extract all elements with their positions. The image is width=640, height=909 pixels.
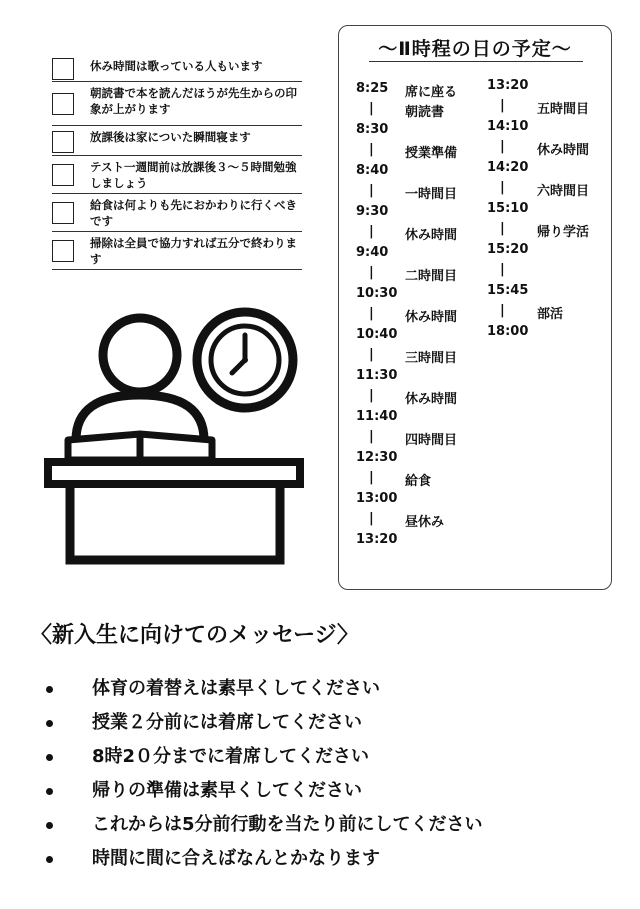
message-text: 帰りの準備は素早くしてください [92, 780, 362, 801]
message-item [46, 675, 483, 709]
checklist-item-text: 休み時間は歌っている人もいます [90, 59, 263, 73]
bullet-icon [46, 788, 53, 795]
schedule-activity: 休み時間 [537, 143, 590, 158]
checklist-item-text: 給食は何よりも先におかわりに行くべきです [90, 198, 297, 228]
message-list [46, 675, 483, 879]
timeline-separator: | [369, 101, 374, 116]
schedule-time: 8:40 [356, 163, 389, 178]
checklist-item-text: 掃除は全員で協力すれば五分で終わります [90, 236, 297, 266]
message-item [46, 777, 483, 811]
timeline-separator: | [369, 511, 374, 526]
timeline-separator: | [500, 221, 505, 236]
schedule-time: 13:20 [356, 532, 398, 547]
timeline-separator: | [369, 388, 374, 403]
schedule-panel [338, 25, 612, 590]
schedule-time: 18:00 [487, 324, 529, 339]
timeline-separator: | [500, 98, 505, 113]
schedule-activity: 休み時間 [405, 228, 458, 243]
timeline-separator: | [369, 142, 374, 157]
schedule-time: 14:20 [487, 160, 529, 175]
bullet-icon [46, 856, 53, 863]
schedule-activity: 給食 [405, 474, 432, 489]
timeline-separator: | [500, 262, 505, 277]
message-title: 〈新入生に向けてのメッセージ〉 [30, 623, 359, 648]
bullet-icon [46, 822, 53, 829]
schedule-time: 11:30 [356, 368, 398, 383]
schedule-activity: 三時間目 [405, 351, 458, 366]
bullet-icon [46, 754, 53, 761]
checkbox[interactable] [52, 164, 74, 186]
timeline-separator: | [369, 429, 374, 444]
checkbox[interactable] [52, 202, 74, 224]
schedule-activity: 休み時間 [405, 392, 458, 407]
checklist-item-text: 朝読書で本を読んだほうが先生からの印象が上がります [90, 86, 297, 116]
message-text: 8時2０分までに着席してください [92, 746, 370, 767]
checklist-item [52, 55, 302, 82]
timeline-separator: | [500, 180, 505, 195]
schedule-activity: 二時間目 [405, 269, 458, 284]
bullet-icon [46, 720, 53, 727]
bullet-icon [46, 686, 53, 693]
schedule-time: 10:30 [356, 286, 398, 301]
checkbox[interactable] [52, 93, 74, 115]
clock-icon [190, 305, 300, 415]
timeline-separator: | [369, 347, 374, 362]
schedule-activity: 四時間目 [405, 433, 458, 448]
message-text: 時間に間に合えばなんとかなります [92, 848, 380, 869]
message-text: 体育の着替えは素早くしてください [92, 678, 380, 699]
schedule-time: 9:30 [356, 204, 389, 219]
message-text: 授業２分前には着席してください [92, 712, 362, 733]
checklist-item-text: テスト一週間前は放課後３～５時間勉強しましょう [90, 160, 297, 190]
checklist-item [52, 126, 302, 156]
timeline-separator: | [500, 139, 505, 154]
tips-checklist [52, 55, 302, 270]
timeline-separator: | [369, 265, 374, 280]
timeline-separator: | [369, 306, 374, 321]
schedule-activity: 休み時間 [405, 310, 458, 325]
schedule-time: 11:40 [356, 409, 398, 424]
schedule-activity: 部活 [537, 307, 564, 322]
schedule-activity: 朝読書 [405, 105, 445, 120]
checklist-item [52, 82, 302, 126]
checklist-item [52, 194, 302, 232]
timeline-separator: | [500, 303, 505, 318]
schedule-time: 10:40 [356, 327, 398, 342]
timeline-separator: | [369, 470, 374, 485]
schedule-time: 15:10 [487, 201, 529, 216]
message-item [46, 811, 483, 845]
schedule-time: 15:20 [487, 242, 529, 257]
message-item [46, 845, 483, 879]
timeline-separator: | [369, 183, 374, 198]
checkbox[interactable] [52, 58, 74, 80]
schedule-time: 9:40 [356, 245, 389, 260]
schedule-time: 13:20 [487, 78, 529, 93]
illustration [40, 300, 310, 574]
schedule-time: 15:45 [487, 283, 529, 298]
title-underline [369, 61, 583, 62]
schedule-time: 8:25 [356, 81, 389, 96]
schedule-activity: 帰り学活 [537, 225, 590, 240]
schedule-time: 13:00 [356, 491, 398, 506]
schedule-time: 12:30 [356, 450, 398, 465]
schedule-activity: 五時間目 [537, 102, 590, 117]
schedule-activity: 一時間目 [405, 187, 458, 202]
schedule-title: ～Ⅱ時程の日の予定～ [378, 38, 572, 60]
schedule-activity: 席に座る [405, 85, 458, 100]
schedule-activity: 六時間目 [537, 184, 590, 199]
message-item [46, 709, 483, 743]
checkbox[interactable] [52, 131, 74, 153]
timeline-separator: | [369, 224, 374, 239]
message-text: これからは5分前行動を当たり前にしてください [92, 814, 483, 835]
message-item [46, 743, 483, 777]
checklist-item [52, 232, 302, 270]
checkbox[interactable] [52, 240, 74, 262]
schedule-activity: 授業準備 [405, 146, 458, 161]
schedule-time: 8:30 [356, 122, 389, 137]
checklist-item-text: 放課後は家についた瞬間寝ます [90, 130, 251, 144]
checklist-item [52, 156, 302, 194]
schedule-activity: 昼休み [405, 515, 445, 530]
schedule-time: 14:10 [487, 119, 529, 134]
